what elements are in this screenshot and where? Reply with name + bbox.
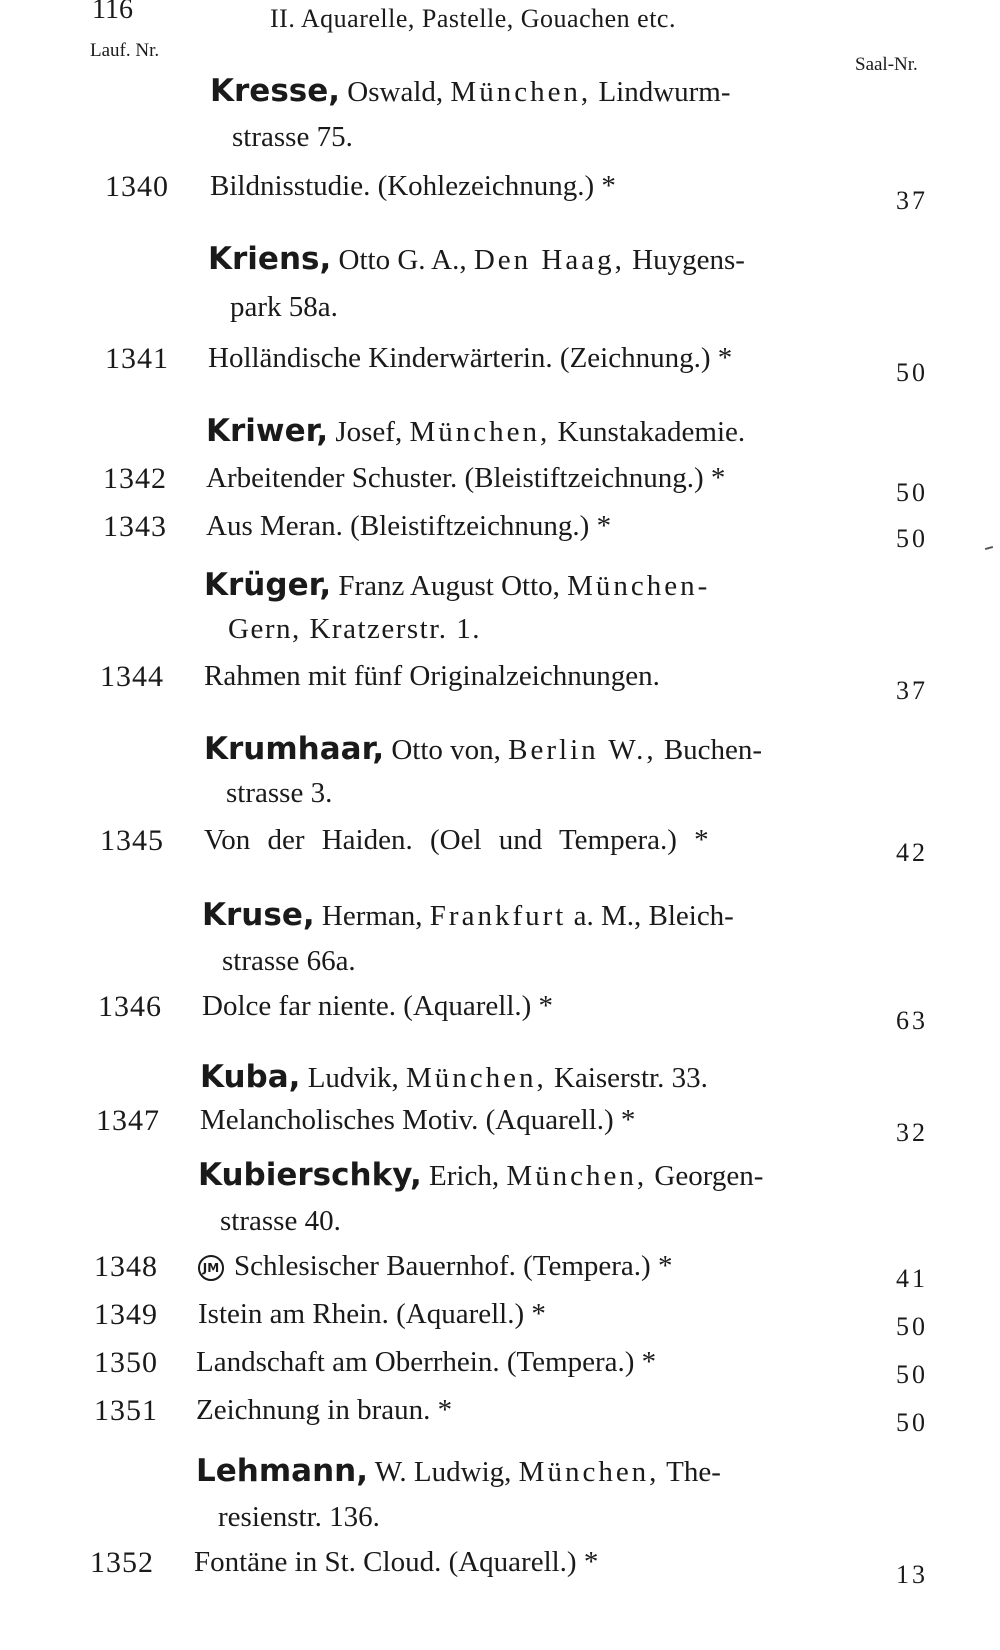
entry-title: Bildnisstudie. (Kohlezeichnung.) * [210,170,616,202]
entry-room: 50 [896,358,928,387]
artist-address-cont: Gern, Kratzerstr. 1. [228,613,482,645]
artist-surname: Krumhaar, [204,731,385,767]
artist-city: Den Haag, [473,244,625,276]
artist-city: München, [518,1456,660,1488]
entry-number: 1349 [94,1298,158,1331]
artist-city: Berlin W., [508,734,657,766]
artist-city: München, [405,1062,547,1094]
catalog-entry [0,1250,1000,1294]
entry-number: 1346 [98,990,162,1023]
artist-address-cont: strasse 75. [232,121,353,153]
entry-room: 50 [896,1408,928,1437]
artist-forename: Oswald, [347,76,444,108]
catalog-entry [0,1346,1000,1390]
entry-room: 42 [896,838,928,867]
monogram-badge: JM [198,1255,224,1281]
artist-address-cont: park 58a. [230,291,338,323]
artist-surname: Kresse, [210,73,341,109]
entry-number: 1347 [96,1104,160,1137]
entry-title: Aus Meran. (Bleistiftzeichnung.) * [206,510,612,542]
column-label-saal-nr: Saal-Nr. [855,54,918,75]
entry-title: Holländische Kinderwärterin. (Zeichnung.) * [208,342,733,374]
catalog-entry [0,1394,1000,1438]
artist-city: München, [450,76,592,108]
artist-address-cont: strasse 66a. [222,945,356,977]
artist-city: Frankfurt [429,900,567,932]
artist-forename: Otto von, [391,734,501,766]
artist-forename: Otto G. A., [338,244,467,276]
catalog-entry [0,510,1000,554]
artist-forename: Josef, [335,416,403,448]
artist-forename: Herman, [321,900,423,932]
entry-title: Von der Haiden. (Oel und Tempera.) * [204,824,709,856]
catalog-entry [0,1546,1000,1590]
entry-title: Dolce far niente. (Aquarell.) * [202,990,554,1022]
entry-number: 1344 [100,660,164,693]
entry-title: Istein am Rhein. (Aquarell.) * [198,1298,546,1330]
entry-number: 1345 [100,824,164,857]
entry-number: 1348 [94,1250,158,1283]
entry-number: 1343 [103,510,167,543]
entry-number: 1340 [105,170,169,203]
entry-number: 1350 [94,1346,158,1379]
artist-surname: Kuba, [200,1059,301,1095]
catalog-entry [0,660,1000,704]
entry-room: 50 [896,478,928,507]
entry-number: 1351 [94,1394,158,1427]
artist-address: Kaiserstr. 33. [554,1062,708,1094]
artist-address: The- [666,1456,721,1488]
catalog-entry [0,170,1000,214]
entry-room: 41 [896,1264,928,1293]
entry-room: 50 [896,524,928,553]
catalog-entry [0,342,1000,386]
artist-city: München, [409,416,551,448]
entry-room: 37 [896,676,928,705]
artist-address: Georgen- [654,1160,764,1192]
entry-title: Zeichnung in braun. * [196,1394,453,1426]
entry-number: 1352 [90,1546,154,1579]
artist-address: Buchen- [663,734,763,766]
artist-address: a. M., Bleich- [573,900,734,932]
artist-forename: Ludvik, [307,1062,399,1094]
entry-room: 32 [896,1118,928,1147]
artist-surname: Kruse, [202,897,315,933]
running-title: II. Aquarelle, Pastelle, Gouachen etc. [270,4,676,33]
artist-address: Kunstakademie. [557,416,746,448]
artist-address: Huygens- [632,244,745,276]
entry-title: Rahmen mit fünf Originalzeichnungen. [204,660,660,692]
catalog-entry [0,990,1000,1034]
entry-title: Landschaft am Oberrhein. (Tempera.) * [196,1346,657,1378]
artist-address-cont: strasse 40. [220,1205,341,1237]
catalog-entry [0,1298,1000,1342]
artist-address: Lindwurm- [598,76,731,108]
artist-surname: Kriwer, [206,413,329,449]
entry-title: Melancholisches Motiv. (Aquarell.) * [200,1104,636,1136]
artist-forename: Franz August Otto, [338,570,560,602]
entry-title: Schlesischer Bauernhof. (Tempera.) * [234,1250,673,1282]
artist-forename: Erich, [429,1160,500,1192]
artist-address-cont: resienstr. 136. [218,1501,380,1533]
artist-surname: Krüger, [204,567,332,603]
artist-surname: Lehmann, [196,1453,368,1489]
entry-number: 1341 [105,342,169,375]
column-label-lauf-nr: Lauf. Nr. [90,40,160,61]
artist-surname: Kriens, [208,241,332,277]
entry-number: 1342 [103,462,167,495]
entry-title: Arbeitender Schuster. (Bleistiftzeichnung.) * [206,462,726,494]
entry-room: 13 [896,1560,928,1589]
artist-surname: Kubierschky, [198,1157,422,1193]
artist-address-cont: strasse 3. [226,777,333,809]
entry-room: 50 [896,1312,928,1341]
catalog-entry [0,1104,1000,1148]
entry-title: Fontäne in St. Cloud. (Aquarell.) * [194,1546,599,1578]
catalog-entry [0,824,1000,868]
artist-forename: W. Ludwig, [374,1456,512,1488]
entry-room: 37 [896,186,928,215]
artist-city: München, [506,1160,648,1192]
entry-room: 63 [896,1006,928,1035]
catalog-entry [0,462,1000,506]
page-number: 116 [92,0,133,25]
artist-city: München- [567,570,711,602]
entry-room: 50 [896,1360,928,1389]
